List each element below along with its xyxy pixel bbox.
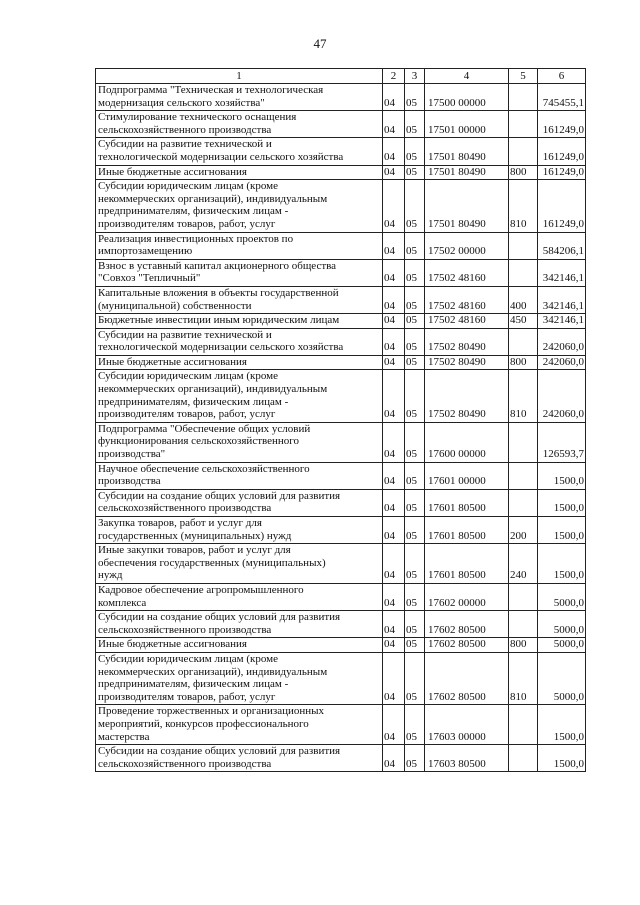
amount-cell: 745455,1 — [538, 84, 586, 111]
subsection-cell: 05 — [405, 611, 425, 638]
name-cell — [96, 489, 383, 516]
table-body — [96, 69, 586, 772]
amount-cell: 1500,0 — [538, 705, 586, 745]
amount-cell: 342146,1 — [538, 259, 586, 286]
target-code-cell: 17502 00000 — [425, 232, 509, 259]
expense-type-cell — [509, 583, 538, 610]
row-name-text: Субсидии на развитие технической и технологической модернизации сельского хозяйства — [98, 328, 344, 354]
subsection-cell: 05 — [405, 583, 425, 610]
amount-cell: 1500,0 — [538, 462, 586, 489]
expense-type-cell — [509, 232, 538, 259]
row-name-text: Подпрограмма "Техническая и технологическая модернизация сельского хозяйства" — [98, 84, 324, 109]
amount-cell: 5000,0 — [538, 611, 586, 638]
subsection-cell: 05 — [405, 180, 425, 232]
expense-type-cell — [509, 611, 538, 638]
subsection-cell: 05 — [405, 462, 425, 489]
expense-type-cell: 200 — [509, 517, 538, 544]
section-cell: 04 — [383, 544, 405, 584]
section-cell: 04 — [383, 370, 405, 422]
section-cell: 04 — [383, 286, 405, 313]
table-row — [96, 355, 586, 370]
target-code-cell: 17603 80500 — [425, 745, 509, 772]
section-cell: 04 — [383, 422, 405, 462]
target-code-cell: 17501 80490 — [425, 138, 509, 165]
table-row — [96, 705, 586, 745]
name-cell — [96, 314, 383, 329]
expense-type-cell: 800 — [509, 638, 538, 653]
subsection-cell: 05 — [405, 517, 425, 544]
name-cell — [96, 180, 383, 232]
target-code-cell: 17501 80490 — [425, 165, 509, 180]
name-cell — [96, 286, 383, 313]
target-code-cell: 17603 00000 — [425, 705, 509, 745]
table-row — [96, 517, 586, 544]
section-cell: 04 — [383, 138, 405, 165]
amount-cell: 242060,0 — [538, 355, 586, 370]
subsection-cell: 05 — [405, 286, 425, 313]
subsection-cell: 05 — [405, 652, 425, 704]
row-name-text: Субсидии юридическим лицам (кроме некоммерческих организаций), индивидуальным предпринимателям, физическим лицам - производителям товаров, работ, услуг — [98, 652, 328, 703]
section-cell: 04 — [383, 111, 405, 138]
table-row — [96, 652, 586, 704]
section-cell: 04 — [383, 84, 405, 111]
target-code-cell: 17600 00000 — [425, 422, 509, 462]
expense-type-cell: 400 — [509, 286, 538, 313]
table-header-row — [96, 69, 586, 84]
target-code-cell: 17601 80500 — [425, 544, 509, 584]
row-name-text: Иные закупки товаров, работ и услуг для обеспечения государственных (муниципальных) нужд — [98, 544, 326, 582]
amount-cell: 242060,0 — [538, 328, 586, 355]
subsection-cell: 05 — [405, 745, 425, 772]
target-code-cell: 17502 48160 — [425, 259, 509, 286]
name-cell — [96, 138, 383, 165]
section-cell: 04 — [383, 259, 405, 286]
name-cell — [96, 611, 383, 638]
row-name-text: Подпрограмма "Обеспечение общих условий функционирования сельскохозяйственного производства" — [98, 422, 311, 461]
row-name-text: Иные бюджетные ассигнования — [98, 165, 247, 178]
amount-cell: 584206,1 — [538, 232, 586, 259]
section-cell: 04 — [383, 165, 405, 180]
target-code-cell: 17500 00000 — [425, 84, 509, 111]
name-cell — [96, 259, 383, 286]
table-row — [96, 370, 586, 422]
target-code-cell: 17602 80500 — [425, 611, 509, 638]
target-code-cell: 17501 80490 — [425, 180, 509, 232]
table-row — [96, 328, 586, 355]
expense-type-cell — [509, 111, 538, 138]
expense-type-cell: 810 — [509, 180, 538, 232]
name-cell — [96, 165, 383, 180]
target-code-cell: 17502 80490 — [425, 370, 509, 422]
section-cell: 04 — [383, 355, 405, 370]
table-row — [96, 232, 586, 259]
table-row — [96, 111, 586, 138]
section-cell: 04 — [383, 232, 405, 259]
row-name-text: Кадровое обеспечение агропромышленного комплекса — [98, 583, 304, 609]
subsection-cell: 05 — [405, 705, 425, 745]
amount-cell: 5000,0 — [538, 583, 586, 610]
row-name-text: Субсидии на создание общих условий для развития сельскохозяйственного производства — [98, 611, 341, 636]
expense-type-cell: 810 — [509, 370, 538, 422]
expense-type-cell — [509, 705, 538, 745]
header-cell-4: 4 — [425, 69, 509, 84]
name-cell — [96, 328, 383, 355]
name-cell — [96, 705, 383, 745]
section-cell: 04 — [383, 314, 405, 329]
table-row — [96, 165, 586, 180]
amount-cell: 342146,1 — [538, 314, 586, 329]
expense-type-cell — [509, 328, 538, 355]
target-code-cell: 17501 00000 — [425, 111, 509, 138]
expense-type-cell: 800 — [509, 355, 538, 370]
section-cell: 04 — [383, 705, 405, 745]
table-row — [96, 84, 586, 111]
section-cell: 04 — [383, 517, 405, 544]
expense-type-cell — [509, 462, 538, 489]
expense-type-cell — [509, 489, 538, 516]
subsection-cell: 05 — [405, 314, 425, 329]
subsection-cell: 05 — [405, 84, 425, 111]
target-code-cell: 17601 80500 — [425, 489, 509, 516]
name-cell — [96, 583, 383, 610]
section-cell: 04 — [383, 462, 405, 489]
table-row — [96, 180, 586, 232]
subsection-cell: 05 — [405, 165, 425, 180]
name-cell — [96, 652, 383, 704]
row-name-text: Субсидии юридическим лицам (кроме некоммерческих организаций), индивидуальным предпринимателям, физическим лицам - производителям товаров, работ, услуг — [98, 180, 328, 230]
subsection-cell: 05 — [405, 232, 425, 259]
table-row — [96, 286, 586, 313]
expense-type-cell: 450 — [509, 314, 538, 329]
name-cell — [96, 517, 383, 544]
subsection-cell: 05 — [405, 259, 425, 286]
amount-cell: 126593,7 — [538, 422, 586, 462]
amount-cell: 161249,0 — [538, 165, 586, 180]
subsection-cell: 05 — [405, 111, 425, 138]
expense-type-cell: 800 — [509, 165, 538, 180]
row-name-text: Субсидии на создание общих условий для развития сельскохозяйственного производства — [98, 489, 341, 515]
table-row — [96, 544, 586, 584]
table-row — [96, 583, 586, 610]
section-cell: 04 — [383, 638, 405, 653]
header-cell-5: 5 — [509, 69, 538, 84]
subsection-cell: 05 — [405, 544, 425, 584]
name-cell — [96, 544, 383, 584]
target-code-cell: 17601 00000 — [425, 462, 509, 489]
target-code-cell: 17502 80490 — [425, 355, 509, 370]
name-cell — [96, 84, 383, 111]
target-code-cell: 17602 80500 — [425, 652, 509, 704]
expense-type-cell: 810 — [509, 652, 538, 704]
table-row — [96, 611, 586, 638]
target-code-cell: 17502 80490 — [425, 328, 509, 355]
table-row — [96, 489, 586, 516]
name-cell — [96, 462, 383, 489]
amount-cell: 342146,1 — [538, 286, 586, 313]
amount-cell: 5000,0 — [538, 652, 586, 704]
target-code-cell: 17602 00000 — [425, 583, 509, 610]
row-name-text: Капитальные вложения в объекты государственной (муниципальной) собственности — [98, 286, 339, 312]
expense-type-cell: 240 — [509, 544, 538, 584]
name-cell — [96, 355, 383, 370]
expense-type-cell — [509, 259, 538, 286]
budget-table — [95, 68, 586, 772]
name-cell — [96, 638, 383, 653]
row-name-text: Субсидии на создание общих условий для развития сельскохозяйственного производства — [98, 745, 341, 770]
target-code-cell: 17502 48160 — [425, 286, 509, 313]
target-code-cell: 17601 80500 — [425, 517, 509, 544]
name-cell — [96, 232, 383, 259]
section-cell: 04 — [383, 328, 405, 355]
subsection-cell: 05 — [405, 638, 425, 653]
row-name-text: Реализация инвестиционных проектов по импортозамещению — [98, 232, 294, 258]
subsection-cell: 05 — [405, 138, 425, 165]
name-cell — [96, 111, 383, 138]
row-name-text: Бюджетные инвестиции иным юридическим лицам — [98, 314, 340, 327]
header-cell-1: 1 — [96, 69, 383, 84]
target-code-cell: 17502 48160 — [425, 314, 509, 329]
amount-cell: 1500,0 — [538, 489, 586, 516]
expense-type-cell — [509, 422, 538, 462]
expense-type-cell — [509, 745, 538, 772]
subsection-cell: 05 — [405, 355, 425, 370]
amount-cell: 161249,0 — [538, 180, 586, 232]
header-cell-6: 6 — [538, 69, 586, 84]
amount-cell: 161249,0 — [538, 111, 586, 138]
name-cell — [96, 370, 383, 422]
table-row — [96, 462, 586, 489]
row-name-text: Субсидии на развитие технической и технологической модернизации сельского хозяйства — [98, 138, 344, 163]
section-cell: 04 — [383, 652, 405, 704]
name-cell — [96, 745, 383, 772]
subsection-cell: 05 — [405, 328, 425, 355]
amount-cell: 161249,0 — [538, 138, 586, 165]
subsection-cell: 05 — [405, 422, 425, 462]
page-number: 47 — [313, 36, 327, 51]
amount-cell: 1500,0 — [538, 517, 586, 544]
row-name-text: Научное обеспечение сельскохозяйственного производства — [98, 462, 310, 488]
section-cell: 04 — [383, 180, 405, 232]
header-cell-2: 2 — [383, 69, 405, 84]
table-row — [96, 138, 586, 165]
section-cell: 04 — [383, 745, 405, 772]
amount-cell: 1500,0 — [538, 745, 586, 772]
table-row — [96, 259, 586, 286]
row-name-text: Субсидии юридическим лицам (кроме некоммерческих организаций), индивидуальным предпринимателям, физическим лицам - производителям товаров, работ, услуг — [98, 370, 328, 421]
row-name-text: Иные бюджетные ассигнования — [98, 355, 247, 368]
subsection-cell: 05 — [405, 370, 425, 422]
row-name-text: Иные бюджетные ассигнования — [98, 638, 247, 651]
expense-type-cell — [509, 84, 538, 111]
row-name-text: Проведение торжественных и организационных мероприятий, конкурсов профессионального мастерства — [98, 705, 325, 743]
table-row — [96, 422, 586, 462]
row-name-text: Стимулирование технического оснащения сельскохозяйственного производства — [98, 111, 297, 136]
amount-cell: 1500,0 — [538, 544, 586, 584]
section-cell: 04 — [383, 583, 405, 610]
expense-type-cell — [509, 138, 538, 165]
target-code-cell: 17602 80500 — [425, 638, 509, 653]
amount-cell: 5000,0 — [538, 638, 586, 653]
table-row — [96, 314, 586, 329]
amount-cell: 242060,0 — [538, 370, 586, 422]
table-row — [96, 638, 586, 653]
table-row — [96, 745, 586, 772]
row-name-text: Взнос в уставный капитал акционерного общества "Совхоз "Тепличный" — [98, 259, 337, 285]
name-cell — [96, 422, 383, 462]
section-cell: 04 — [383, 611, 405, 638]
subsection-cell: 05 — [405, 489, 425, 516]
header-cell-3: 3 — [405, 69, 425, 84]
row-name-text: Закупка товаров, работ и услуг для государственных (муниципальных) нужд — [98, 517, 292, 542]
section-cell: 04 — [383, 489, 405, 516]
